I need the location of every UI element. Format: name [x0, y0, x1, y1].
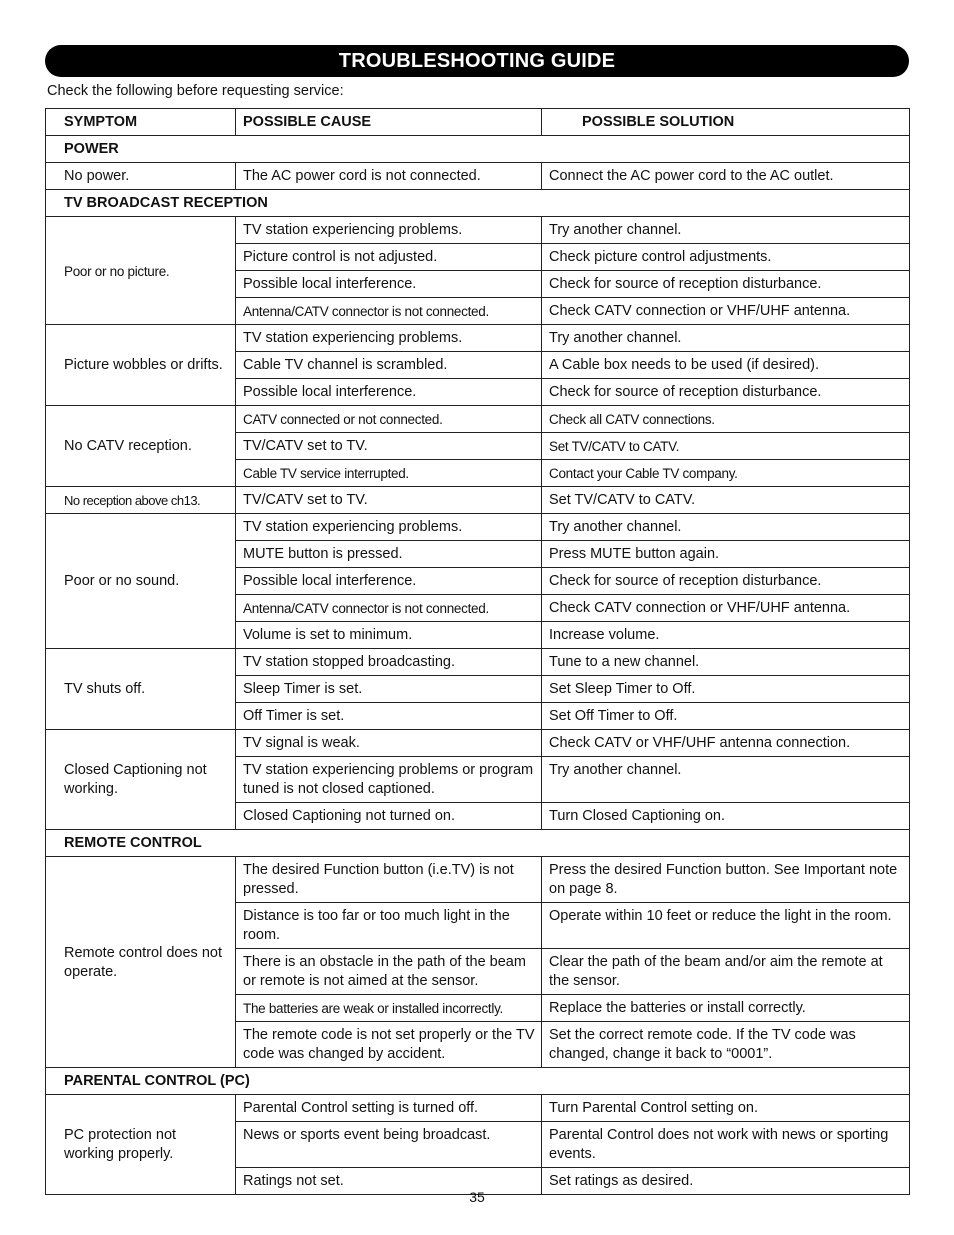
solution-cell: Tune to a new channel. — [542, 649, 910, 676]
header-symptom: SYMPTOM — [46, 109, 236, 136]
table-row — [46, 1095, 910, 1122]
symptom-cell: Poor or no sound. — [46, 514, 236, 649]
solution-cell: Replace the batteries or install correctly. — [542, 995, 910, 1022]
solution-cell: Operate within 10 feet or reduce the light in the room. — [542, 903, 910, 949]
table-row — [46, 406, 910, 433]
cause-cell: MUTE button is pressed. — [236, 541, 542, 568]
cause-cell: News or sports event being broadcast. — [236, 1122, 542, 1168]
cause-cell: Antenna/CATV connector is not connected. — [236, 298, 542, 325]
solution-cell: Try another channel. — [542, 757, 910, 803]
section-row — [46, 1068, 910, 1095]
table-body — [46, 109, 910, 1195]
section-heading: PARENTAL CONTROL (PC) — [46, 1068, 910, 1095]
solution-cell: Increase volume. — [542, 622, 910, 649]
cause-cell: TV signal is weak. — [236, 730, 542, 757]
solution-cell: Connect the AC power cord to the AC outlet. — [542, 163, 910, 190]
solution-cell: Turn Closed Captioning on. — [542, 803, 910, 830]
solution-cell: Try another channel. — [542, 514, 910, 541]
solution-cell: Set TV/CATV to CATV. — [542, 487, 910, 514]
header-cause: POSSIBLE CAUSE — [236, 109, 542, 136]
cause-cell: There is an obstacle in the path of the beam or remote is not aimed at the sensor. — [236, 949, 542, 995]
solution-cell: Press MUTE button again. — [542, 541, 910, 568]
solution-cell: A Cable box needs to be used (if desired). — [542, 352, 910, 379]
symptom-cell: Closed Captioning not working. — [46, 730, 236, 830]
section-heading: POWER — [46, 136, 910, 163]
cause-cell: Picture control is not adjusted. — [236, 244, 542, 271]
table-row — [46, 163, 910, 190]
symptom-cell: No reception above ch13. — [46, 487, 236, 514]
troubleshooting-table — [45, 108, 910, 1195]
solution-cell: Set Sleep Timer to Off. — [542, 676, 910, 703]
solution-cell: Check for source of reception disturbance. — [542, 568, 910, 595]
solution-cell: Check CATV connection or VHF/UHF antenna. — [542, 595, 910, 622]
cause-cell: Possible local interference. — [236, 271, 542, 298]
table-row — [46, 730, 910, 757]
solution-cell: Set Off Timer to Off. — [542, 703, 910, 730]
symptom-cell: PC protection not working properly. — [46, 1095, 236, 1195]
header-solution: POSSIBLE SOLUTION — [542, 109, 910, 136]
symptom-cell: No CATV reception. — [46, 406, 236, 487]
solution-cell: Set TV/CATV to CATV. — [542, 433, 910, 460]
cause-cell: Distance is too far or too much light in the room. — [236, 903, 542, 949]
cause-cell: TV station experiencing problems or program tuned is not closed captioned. — [236, 757, 542, 803]
section-heading: REMOTE CONTROL — [46, 830, 910, 857]
cause-cell: Sleep Timer is set. — [236, 676, 542, 703]
table-row — [46, 514, 910, 541]
cause-cell: The AC power cord is not connected. — [236, 163, 542, 190]
cause-cell: TV station experiencing problems. — [236, 217, 542, 244]
solution-cell: Parental Control does not work with news or sporting events. — [542, 1122, 910, 1168]
cause-cell: The desired Function button (i.e.TV) is not pressed. — [236, 857, 542, 903]
symptom-cell: Remote control does not operate. — [46, 857, 236, 1068]
solution-cell: Check for source of reception disturbance. — [542, 271, 910, 298]
table-row — [46, 649, 910, 676]
solution-cell: Try another channel. — [542, 217, 910, 244]
table-row — [46, 487, 910, 514]
symptom-cell: Picture wobbles or drifts. — [46, 325, 236, 406]
solution-cell: Set ratings as desired. — [542, 1168, 910, 1195]
solution-cell: Clear the path of the beam and/or aim the remote at the sensor. — [542, 949, 910, 995]
solution-cell: Turn Parental Control setting on. — [542, 1095, 910, 1122]
intro-text: Check the following before requesting service: — [47, 83, 344, 99]
page-number: 35 — [469, 1189, 485, 1205]
cause-cell: The remote code is not set properly or the TV code was changed by accident. — [236, 1022, 542, 1068]
solution-cell: Contact your Cable TV company. — [542, 460, 910, 487]
table-row — [46, 217, 910, 244]
cause-cell: Antenna/CATV connector is not connected. — [236, 595, 542, 622]
cause-cell: TV station experiencing problems. — [236, 514, 542, 541]
cause-cell: Cable TV channel is scrambled. — [236, 352, 542, 379]
cause-cell: Parental Control setting is turned off. — [236, 1095, 542, 1122]
symptom-cell: No power. — [46, 163, 236, 190]
symptom-cell: Poor or no picture. — [46, 217, 236, 325]
solution-cell: Try another channel. — [542, 325, 910, 352]
section-row — [46, 190, 910, 217]
cause-cell: TV station stopped broadcasting. — [236, 649, 542, 676]
symptom-cell: TV shuts off. — [46, 649, 236, 730]
table-row — [46, 325, 910, 352]
cause-cell: Cable TV service interrupted. — [236, 460, 542, 487]
cause-cell: TV station experiencing problems. — [236, 325, 542, 352]
cause-cell: CATV connected or not connected. — [236, 406, 542, 433]
section-row — [46, 136, 910, 163]
section-heading: TV BROADCAST RECEPTION — [46, 190, 910, 217]
section-row — [46, 830, 910, 857]
cause-cell: Possible local interference. — [236, 568, 542, 595]
table-row — [46, 857, 910, 903]
solution-cell: Press the desired Function button. See Important note on page 8. — [542, 857, 910, 903]
solution-cell: Check for source of reception disturbance. — [542, 379, 910, 406]
solution-cell: Set the correct remote code. If the TV code was changed, change it back to “0001”. — [542, 1022, 910, 1068]
solution-cell: Check picture control adjustments. — [542, 244, 910, 271]
cause-cell: Volume is set to minimum. — [236, 622, 542, 649]
cause-cell: Possible local interference. — [236, 379, 542, 406]
page-title: TROUBLESHOOTING GUIDE — [45, 45, 909, 77]
solution-cell: Check all CATV connections. — [542, 406, 910, 433]
cause-cell: Off Timer is set. — [236, 703, 542, 730]
cause-cell: Closed Captioning not turned on. — [236, 803, 542, 830]
solution-cell: Check CATV or VHF/UHF antenna connection. — [542, 730, 910, 757]
cause-cell: TV/CATV set to TV. — [236, 487, 542, 514]
solution-cell: Check CATV connection or VHF/UHF antenna. — [542, 298, 910, 325]
cause-cell: TV/CATV set to TV. — [236, 433, 542, 460]
cause-cell: Ratings not set. — [236, 1168, 542, 1195]
cause-cell: The batteries are weak or installed incorrectly. — [236, 995, 542, 1022]
table-header-row — [46, 109, 910, 136]
